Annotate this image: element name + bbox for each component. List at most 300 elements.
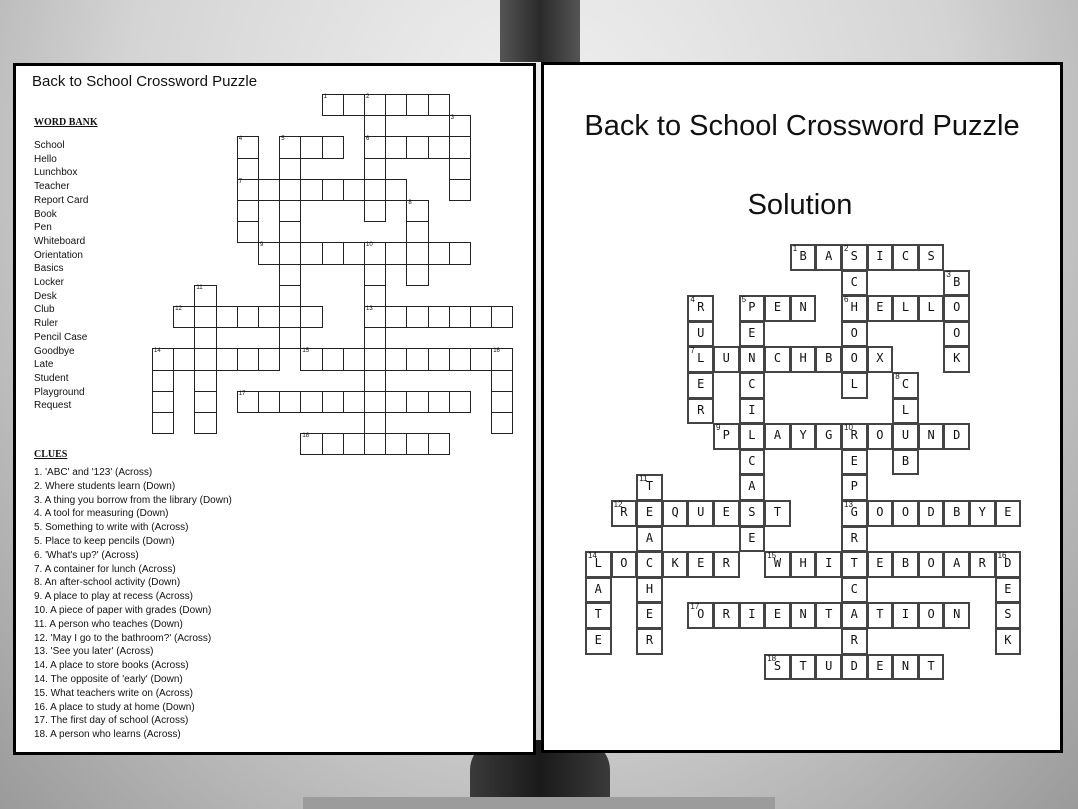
crossword-cell[interactable] — [364, 370, 386, 392]
crossword-cell[interactable] — [406, 348, 428, 370]
crossword-cell[interactable] — [194, 327, 216, 349]
crossword-cell[interactable] — [406, 200, 428, 222]
crossword-cell[interactable] — [322, 136, 344, 158]
worksheet-title: Back to School Crossword Puzzle — [32, 73, 258, 90]
clue-number: 1 — [323, 94, 327, 100]
answer-letter: U — [697, 505, 705, 519]
answer-letter: O — [927, 556, 935, 571]
word-bank-list — [34, 139, 88, 413]
crossword-cell[interactable] — [491, 306, 513, 328]
answer-letter: C — [645, 556, 654, 571]
answer-letter: I — [901, 607, 910, 622]
crossword-cell[interactable] — [491, 412, 513, 434]
crossword-cell[interactable] — [322, 348, 344, 370]
answer-letter: L — [901, 402, 910, 417]
crossword-cell[interactable] — [428, 242, 450, 264]
clue-number: 8 — [895, 372, 900, 381]
crossword-cell[interactable] — [194, 306, 216, 328]
clue-number: 7 — [238, 178, 243, 185]
crossword-cell[interactable] — [364, 412, 386, 434]
crossword-cell[interactable] — [173, 348, 195, 370]
clue-item: 13. 'See you later' (Across) — [34, 646, 154, 658]
solution-cell — [918, 423, 945, 450]
solution-cell — [815, 346, 842, 373]
crossword-cell[interactable] — [364, 136, 386, 158]
solution-cell — [739, 474, 766, 501]
crossword-cell[interactable] — [449, 179, 471, 201]
crossword-cell[interactable] — [279, 200, 301, 222]
answer-letter: E — [1004, 505, 1012, 519]
crossword-cell[interactable] — [364, 115, 386, 137]
solution-cell — [739, 372, 766, 399]
word-bank-item: Desk — [34, 290, 57, 302]
crossword-cell[interactable] — [343, 433, 365, 455]
crossword-cell[interactable] — [406, 391, 428, 413]
clue-item: 16. A place to study at home (Down) — [34, 701, 195, 713]
clue-number: 16 — [493, 348, 500, 355]
solution-cell — [585, 602, 612, 629]
solution-cell — [739, 526, 766, 553]
solution-cell — [713, 602, 740, 629]
crossword-cell[interactable] — [428, 433, 450, 455]
answer-letter: U — [825, 658, 833, 673]
crossword-cell[interactable] — [322, 179, 344, 201]
word-bank-item: Request — [34, 400, 72, 412]
crossword-cell[interactable] — [194, 391, 216, 413]
answer-letter: C — [773, 351, 782, 366]
crossword-cell[interactable] — [449, 391, 471, 413]
clue-number: 18 — [767, 653, 777, 663]
clue-number: 11 — [639, 474, 648, 484]
answer-letter: T — [876, 607, 884, 622]
solution-cell — [918, 551, 945, 578]
crossword-cell[interactable] — [364, 285, 386, 307]
crossword-cell[interactable] — [491, 348, 513, 370]
answer-letter: O — [850, 325, 858, 340]
crossword-cell[interactable] — [449, 136, 471, 158]
answer-letter: B — [799, 249, 807, 263]
solution-cell — [739, 423, 766, 450]
crossword-cell[interactable] — [449, 158, 471, 180]
crossword-cell[interactable] — [237, 348, 259, 370]
clues-heading: CLUES — [34, 449, 68, 460]
crossword-cell[interactable] — [258, 348, 280, 370]
solution-cell — [764, 295, 791, 322]
solution-cell — [867, 244, 894, 271]
crossword-cell[interactable] — [152, 391, 174, 413]
solution-cell — [636, 577, 663, 604]
worksheet-page — [13, 63, 536, 755]
answer-letter: B — [901, 453, 910, 468]
crossword-cell[interactable] — [279, 391, 301, 413]
answer-letter: R — [850, 530, 858, 545]
solution-cell — [790, 602, 817, 629]
answer-letter: X — [876, 351, 884, 366]
answer-letter: A — [645, 530, 654, 545]
solution-cell — [943, 295, 970, 322]
answer-letter: O — [876, 505, 884, 519]
answer-letter: I — [825, 556, 833, 571]
answer-letter: R — [722, 607, 730, 622]
clue-number: 2 — [844, 244, 849, 253]
answer-letter: L — [850, 377, 858, 391]
word-bank-item: Pencil Case — [34, 331, 88, 343]
crossword-cell[interactable] — [385, 242, 407, 264]
answer-letter: C — [901, 377, 910, 391]
answer-letter: U — [697, 325, 705, 340]
answer-letter: A — [850, 607, 858, 622]
crossword-cell[interactable] — [428, 306, 450, 328]
crossword-cell[interactable] — [385, 179, 407, 201]
solution-cell — [739, 295, 766, 322]
solution-cell — [687, 398, 714, 425]
solution-cell — [943, 346, 970, 373]
clue-number: 11 — [196, 284, 203, 291]
crossword-cell[interactable] — [194, 370, 216, 392]
answer-letter: B — [825, 351, 833, 366]
clue-number: 14 — [588, 551, 597, 561]
crossword-cell[interactable] — [279, 285, 301, 307]
answer-letter: Y — [799, 428, 807, 443]
solution-cell — [918, 500, 945, 527]
answer-letter: B — [953, 505, 961, 519]
crossword-cell[interactable] — [385, 348, 407, 370]
answer-letter: P — [850, 479, 858, 494]
crossword-cell[interactable] — [491, 370, 513, 392]
crossword-cell[interactable] — [279, 242, 301, 264]
clue-number: 7 — [690, 346, 695, 356]
crossword-cell[interactable] — [364, 433, 386, 455]
answer-letter: E — [876, 300, 884, 315]
crossword-cell[interactable] — [237, 221, 259, 243]
crossword-cell[interactable] — [343, 94, 365, 116]
solution-cell — [841, 244, 868, 271]
word-bank-item: Goodbye — [34, 345, 75, 357]
solution-cell — [611, 500, 638, 527]
crossword-cell[interactable] — [428, 94, 450, 116]
clue-number: 16 — [997, 551, 1007, 561]
answer-letter: C — [901, 249, 910, 263]
clue-number: 4 — [690, 295, 695, 305]
answer-letter: I — [876, 249, 884, 263]
clue-number: 2 — [366, 94, 370, 100]
crossword-cell[interactable] — [385, 94, 407, 116]
crossword-cell[interactable] — [406, 136, 428, 158]
answer-letter: E — [748, 530, 756, 545]
answer-letter: A — [953, 556, 961, 571]
word-bank-item: Teacher — [34, 181, 70, 193]
solution-cell — [611, 551, 638, 578]
solution-cell — [995, 602, 1022, 629]
solution-cell — [815, 551, 842, 578]
answer-letter: S — [850, 249, 858, 263]
crossword-cell[interactable] — [279, 264, 301, 286]
crossword-cell[interactable] — [385, 136, 407, 158]
answer-letter: T — [773, 505, 782, 519]
solution-cell — [739, 346, 766, 373]
crossword-cell[interactable] — [300, 348, 322, 370]
crossword-cell[interactable] — [491, 391, 513, 413]
crossword-cell[interactable] — [258, 242, 280, 264]
crossword-cell[interactable] — [237, 200, 259, 222]
crossword-cell[interactable] — [300, 179, 322, 201]
crossword-cell[interactable] — [406, 242, 428, 264]
clue-number: 13 — [366, 306, 373, 312]
answer-letter: I — [748, 607, 756, 622]
answer-letter: O — [953, 300, 961, 315]
solution-cell — [995, 551, 1022, 578]
solution-cell — [943, 270, 970, 297]
answer-letter: D — [927, 505, 935, 519]
background-bar — [303, 797, 775, 809]
solution-cell — [995, 628, 1022, 655]
answer-letter: H — [850, 300, 858, 315]
clue-item: 11. A person who teaches (Down) — [34, 618, 183, 630]
answer-letter: T — [645, 479, 654, 494]
answer-letter: Q — [671, 505, 679, 519]
solution-cell — [713, 500, 740, 527]
crossword-cell[interactable] — [300, 306, 322, 328]
crossword-cell[interactable] — [237, 158, 259, 180]
word-bank-item: Student — [34, 372, 69, 384]
crossword-cell[interactable] — [343, 348, 365, 370]
crossword-cell[interactable] — [385, 433, 407, 455]
clue-number: 15 — [767, 551, 777, 561]
solution-cell — [867, 500, 894, 527]
answer-letter: T — [799, 658, 807, 673]
solution-cell — [841, 346, 868, 373]
answer-letter: Y — [978, 505, 986, 519]
crossword-cell[interactable] — [300, 136, 322, 158]
answer-letter: E — [773, 300, 782, 315]
answer-letter: N — [799, 607, 807, 622]
crossword-cell[interactable] — [406, 221, 428, 243]
solution-cell — [790, 346, 817, 373]
crossword-cell[interactable] — [152, 412, 174, 434]
crossword-cell[interactable] — [152, 370, 174, 392]
crossword-cell[interactable] — [364, 327, 386, 349]
answer-letter: T — [927, 658, 935, 673]
clue-number: 15 — [302, 348, 310, 355]
crossword-cell[interactable] — [428, 136, 450, 158]
answer-letter: O — [953, 325, 961, 340]
crossword-cell[interactable] — [194, 412, 216, 434]
word-bank-item: Late — [34, 359, 54, 371]
clue-number: 3 — [450, 115, 455, 122]
solution-cell — [739, 398, 766, 425]
crossword-cell[interactable] — [300, 433, 322, 455]
answer-letter: A — [825, 249, 833, 263]
crossword-cell[interactable] — [279, 327, 301, 349]
answer-letter: D — [1004, 556, 1012, 571]
answer-letter: R — [697, 402, 705, 417]
crossword-cell[interactable] — [449, 115, 471, 137]
solution-cell — [892, 398, 919, 425]
crossword-cell[interactable] — [258, 306, 280, 328]
crossword-cell[interactable] — [194, 285, 216, 307]
clue-item: 12. 'May I go to the bathroom?' (Across) — [34, 632, 212, 644]
crossword-cell[interactable] — [364, 94, 386, 116]
answer-letter: N — [799, 300, 807, 315]
crossword-cell[interactable] — [279, 306, 301, 328]
solution-cell — [713, 423, 740, 450]
answer-letter: C — [850, 274, 858, 289]
answer-letter: E — [876, 658, 884, 673]
answer-letter: K — [953, 351, 961, 366]
crossword-cell[interactable] — [364, 391, 386, 413]
crossword-cell[interactable] — [343, 179, 365, 201]
solution-cell — [764, 346, 791, 373]
word-bank-item: Locker — [34, 277, 65, 289]
clue-number: 10 — [366, 242, 373, 249]
crossword-cell[interactable] — [449, 306, 471, 328]
solution-cell — [969, 551, 996, 578]
crossword-cell[interactable] — [428, 391, 450, 413]
crossword-cell[interactable] — [322, 433, 344, 455]
crossword-cell[interactable] — [216, 306, 238, 328]
crossword-cell[interactable] — [322, 391, 344, 413]
answer-letter: E — [1004, 581, 1012, 596]
crossword-cell[interactable] — [364, 158, 386, 180]
solution-cell — [841, 372, 868, 399]
answer-letter: I — [748, 402, 756, 417]
answer-letter: O — [901, 505, 910, 519]
crossword-cell[interactable] — [364, 242, 386, 264]
solution-cell — [995, 577, 1022, 604]
crossword-cell[interactable] — [300, 391, 322, 413]
crossword-cell[interactable] — [258, 391, 280, 413]
crossword-cell[interactable] — [279, 158, 301, 180]
crossword-cell[interactable] — [258, 179, 280, 201]
answer-letter: H — [799, 556, 807, 571]
solution-cell — [841, 270, 868, 297]
background-tree-branches — [500, 0, 580, 62]
solution-cell — [790, 551, 817, 578]
solution-cell — [662, 500, 689, 527]
word-bank-item: Report Card — [34, 194, 89, 206]
answer-letter: R — [645, 633, 654, 647]
solution-cell — [867, 295, 894, 322]
crossword-cell[interactable] — [279, 221, 301, 243]
answer-letter: D — [850, 658, 858, 673]
answer-letter: O — [850, 351, 858, 366]
solution-cell — [867, 346, 894, 373]
answer-letter: R — [722, 556, 730, 571]
crossword-cell[interactable] — [322, 94, 344, 116]
crossword-cell[interactable] — [406, 264, 428, 286]
solution-cell — [892, 244, 919, 271]
solution-cell — [739, 602, 766, 629]
solution-cell — [841, 577, 868, 604]
crossword-cell[interactable] — [364, 306, 386, 328]
crossword-cell[interactable] — [237, 136, 259, 158]
crossword-cell[interactable] — [152, 348, 174, 370]
answer-letter: N — [927, 428, 935, 443]
crossword-cell[interactable] — [470, 306, 492, 328]
crossword-cell[interactable] — [216, 348, 238, 370]
answer-letter: A — [748, 479, 756, 494]
crossword-cell[interactable] — [279, 179, 301, 201]
crossword-cell[interactable] — [406, 306, 428, 328]
solution-cell — [687, 321, 714, 348]
solution-cell — [841, 551, 868, 578]
solution-cell — [636, 500, 663, 527]
solution-cell — [841, 423, 868, 450]
solution-cell — [687, 551, 714, 578]
answer-letter: B — [901, 556, 910, 571]
solution-cell — [918, 654, 945, 681]
clue-number: 5 — [281, 136, 285, 143]
crossword-cell[interactable] — [449, 348, 471, 370]
crossword-cell[interactable] — [406, 433, 428, 455]
word-bank-item: Lunchbox — [34, 167, 78, 179]
solution-cell — [764, 654, 791, 681]
solution-cell — [764, 500, 791, 527]
solution-cell — [764, 423, 791, 450]
answer-letter: G — [825, 428, 833, 443]
crossword-cell[interactable] — [237, 391, 259, 413]
answer-letter: S — [1004, 607, 1012, 622]
crossword-cell[interactable] — [364, 200, 386, 222]
answer-letter: L — [594, 556, 602, 571]
answer-letter: R — [850, 633, 858, 647]
crossword-cell[interactable] — [364, 348, 386, 370]
crossword-cell[interactable] — [343, 391, 365, 413]
clue-item: 10. A piece of paper with grades (Down) — [34, 604, 212, 616]
answer-letter: C — [850, 581, 858, 596]
crossword-cell[interactable] — [449, 242, 471, 264]
word-bank-item: Ruler — [34, 318, 58, 330]
solution-cell — [713, 551, 740, 578]
crossword-cell[interactable] — [237, 306, 259, 328]
solution-cell — [636, 628, 663, 655]
solution-cell — [687, 500, 714, 527]
solution-cell — [815, 423, 842, 450]
solution-cell — [892, 551, 919, 578]
crossword-cell[interactable] — [470, 348, 492, 370]
crossword-cell[interactable] — [322, 242, 344, 264]
clue-item: 8. An after-school activity (Down) — [34, 577, 181, 589]
answer-letter: L — [697, 351, 705, 366]
solution-cell — [815, 602, 842, 629]
clue-item: 6. 'What's up?' (Across) — [34, 549, 139, 561]
crossword-cell[interactable] — [385, 391, 407, 413]
clue-number: 3 — [946, 269, 951, 279]
answer-letter: E — [876, 556, 884, 571]
crossword-cell[interactable] — [428, 348, 450, 370]
crossword-cell[interactable] — [364, 179, 386, 201]
solution-cell — [892, 423, 919, 450]
answer-letter: S — [748, 505, 756, 519]
answer-letter: O — [697, 607, 705, 622]
crossword-cell[interactable] — [279, 136, 301, 158]
crossword-cell[interactable] — [173, 306, 195, 328]
crossword-cell[interactable] — [364, 264, 386, 286]
answer-letter: E — [697, 377, 705, 391]
answer-letter: U — [901, 428, 910, 443]
solution-cell — [841, 500, 868, 527]
answer-letter: O — [927, 607, 935, 622]
crossword-cell[interactable] — [237, 179, 259, 201]
crossword-cell[interactable] — [385, 306, 407, 328]
clue-item: 1. 'ABC' and '123' (Across) — [34, 467, 153, 478]
crossword-cell[interactable] — [343, 242, 365, 264]
clue-item: 17. The first day of school (Across) — [34, 715, 189, 727]
crossword-cell[interactable] — [194, 348, 216, 370]
solution-cell — [815, 654, 842, 681]
crossword-cell[interactable] — [406, 94, 428, 116]
crossword-cell[interactable] — [300, 242, 322, 264]
